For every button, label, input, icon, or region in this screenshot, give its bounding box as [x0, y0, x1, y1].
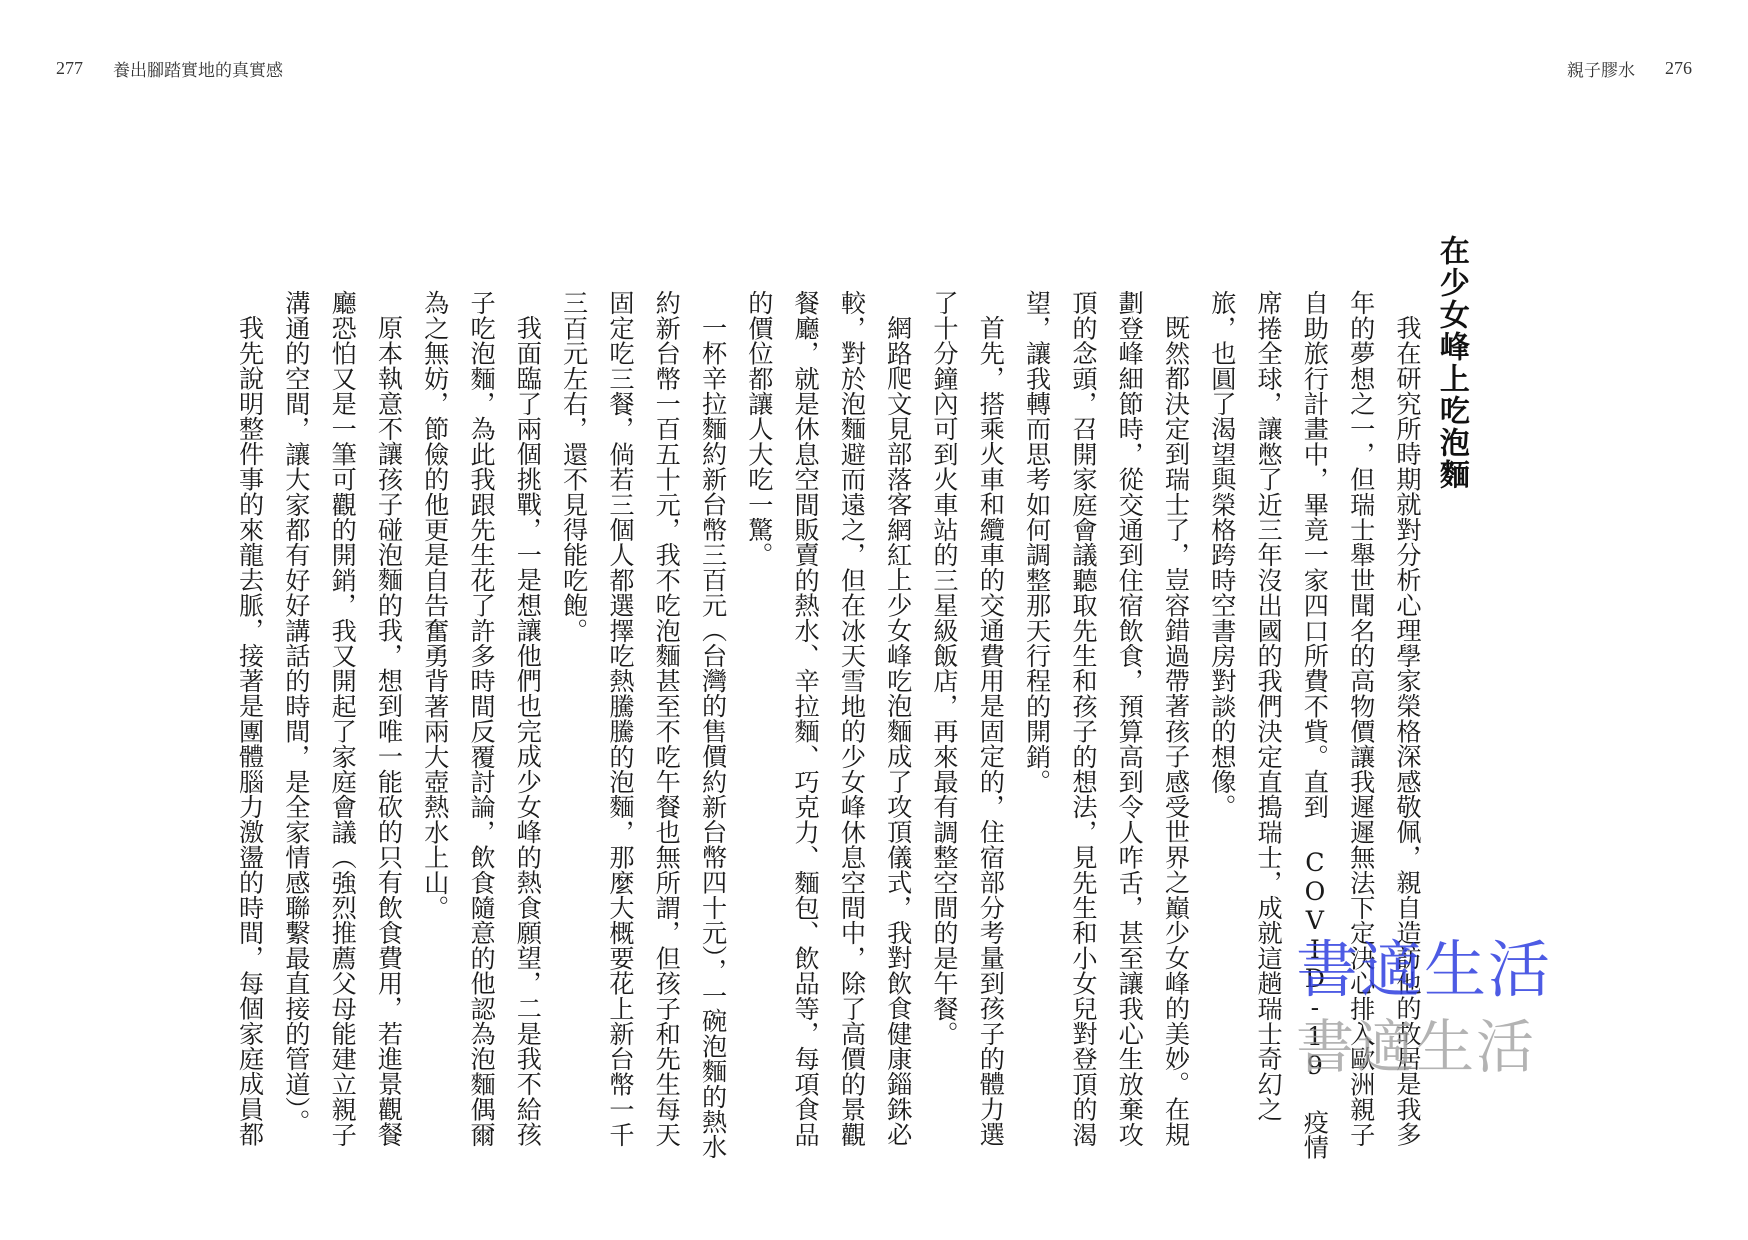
paragraph: 首先，搭乘火車和纜車的交通費用是固定的，住宿部分考量到孩子的體力選了十分鐘內可到火車站的三星級飯店，再來最有調整空間的是午餐。: [930, 290, 1006, 1147]
right-page-header: [1567, 56, 1692, 81]
right-page-number: 276: [1665, 58, 1692, 78]
paragraph: 網路爬文見部落客網紅上少女峰吃泡麵成了攻頂儀式，我對飲食健康錙銖必較，對於泡麵避而遠之，但在冰天雪地的少女峰休息空間中，除了高價的景觀餐廳，就是休息空間販賣的熱水、辛拉麵、巧克力、麵包、飲品等，每項食品的價位都讓人大吃一驚。: [744, 290, 913, 1147]
paragraph: 我在研究所時期就對分析心理學家榮格深感敬佩，親自造訪他的故居是我多年的夢想之一，但瑞士舉世聞名的高物價讓我遲遲無法下定決心排入歐洲親子自助旅行計畫中，畢竟一家四口所費不貲。直到 COVID-19 疫情席捲全球，讓憋了近三年沒出國的我們決定直搗瑞士，成就這趟瑞士奇幻之旅，也圓了渴望與榮格跨時空書房對談的想像。: [1207, 290, 1422, 1160]
paragraph: 我面臨了兩個挑戰，一是想讓他們也完成少女峰的熱食願望，二是我不給孩子吃泡麵，為此我跟先生花了許多時間反覆討論，飲食隨意的他認為泡麵偶爾為之無妨，節儉的他更是自告奮勇背著兩大壺熱水上山。: [420, 290, 543, 1147]
paragraph: 我先說明整件事的來龍去脈，接著是團體腦力激盪的時間，每個家庭成員都: [235, 315, 265, 1147]
paragraph: 原本執意不讓孩子碰泡麵的我，想到唯一能砍的只有飲食費用，若進景觀餐廳恐怕又是一筆可觀的開銷，我又開起了家庭會議（強烈推薦父母能建立親子溝通的空間，讓大家都有好好講話的時間，是全家情感聯繫最直接的管道）。: [281, 290, 404, 1147]
paragraph: 既然都決定到瑞士了，豈容錯過帶著孩子感受世界之巔少女峰的美妙。在規劃登峰細節時，從交通到住宿飲食，預算高到令人咋舌，甚至讓我心生放棄攻頂的念頭，召開家庭會議聽取先生和孩子的想法，見先生和小女兒對登頂的渴望，讓我轉而思考如何調整那天行程的開銷。: [1022, 290, 1191, 1147]
paragraph: 一杯辛拉麵約新台幣三百元（台灣的售價約新台幣四十元），一碗泡麵的熱水約新台幣一百五十元，我不吃泡麵甚至不吃午餐也無所謂，但孩子和先生每天固定吃三餐，倘若三個人都選擇吃熱騰騰的泡麵，那麼大概要花上新台幣一千三百元左右，還不見得能吃飽。: [559, 290, 728, 1160]
left-running-title: 養出腳踏實地的真實感: [113, 61, 283, 81]
watermark-secondary: 書適生活: [1296, 1013, 1537, 1081]
watermark-primary: 書適生活: [1296, 933, 1553, 1006]
left-page-number: 277: [56, 58, 83, 78]
left-page-header: [56, 56, 283, 81]
right-running-title: 親子膠水: [1567, 61, 1635, 81]
body-text: [190, 290, 1430, 1170]
section-title: 在少女峰上吃泡麵: [1433, 235, 1469, 491]
